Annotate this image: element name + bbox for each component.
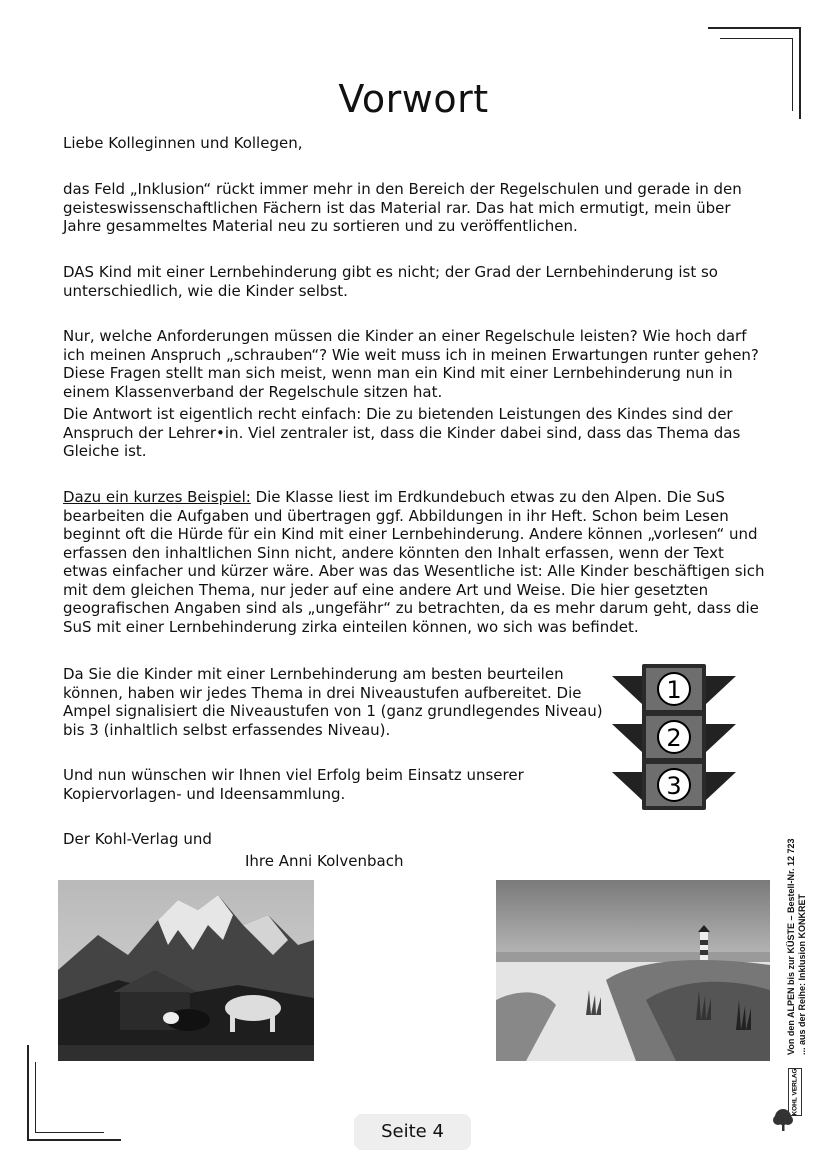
paragraph-inklusion: das Feld „Inklusion“ rückt immer mehr in den Bereich der Regelschulen und gerade in den geisteswissenschaftlichen Fächern ist das Material rar. Das hat mich ermutigt, mein über Jahre gesammeltes Material neu zu sortieren und zu veröffentlichen.	[63, 180, 742, 235]
paragraph-lernbehinderung: DAS Kind mit einer Lernbehinderung gibt es nicht; der Grad der Lernbehinderung ist so unterschiedlich, wie die Kinder selbst.	[63, 263, 718, 300]
beispiel-label: Dazu ein kurzes Beispiel:	[63, 488, 251, 506]
paragraph-antwort: Die Antwort ist eigentlich recht einfach: Die zu bietenden Leistungen des Kindes sind der Anspruch der Lehrer•in. Viel zentraler ist, dass die Kinder dabei sind, dass das Thema das Gleiche ist.	[63, 405, 741, 460]
tree-logo-icon	[772, 1108, 794, 1132]
signature-author: Ihre Anni Kolvenbach	[245, 852, 404, 870]
alps-photo	[58, 880, 314, 1061]
paragraph-anforderungen: Nur, welche Anforderungen müssen die Kinder an einer Regelschule leisten? Wie hoch darf ich meinen Anspruch „schrauben“? Wie weit muss ich in meinen Erwartungen runter gehen? Diese Fragen stellt man sich meist, wenn man ein Kind mit einer Lernbehinderung nun in einem Klassenverband der Regelschule sitzen hat.	[63, 327, 759, 401]
traffic-level-1: 1	[666, 676, 682, 704]
corner-frame-bottom-left-inner	[35, 1062, 104, 1133]
traffic-level-3: 3	[666, 772, 682, 800]
signature-publisher: Der Kohl-Verlag und	[63, 830, 212, 848]
dunes-lighthouse-photo	[496, 880, 770, 1061]
paragraph-niveaustufen: Da Sie die Kinder mit einer Lernbehinderung am besten beurteilen können, haben wir jedes Thema in drei Niveaustufen aufbereitet. Die Ampel signalisiert die Niveaustufen von 1 (ganz grundlegendes Niveau) bis 3 (inhaltlich selbst erfassendes Niveau).	[63, 665, 603, 739]
side-publication-info	[786, 755, 808, 1055]
beispiel-text: Die Klasse liest im Erdkundebuch etwas zu den Alpen. Die SuS bearbeiten die Aufgaben und übertragen ggf. Abbildungen in ihr Heft. Schon beim Lesen beginnt oft die Hürde für ein Kind mit einer Lernbehinderung. Andere können „vorlesen“ und erfassen den inhaltlichen Sinn nicht, andere könnten den Inhalt erfassen, wenn der Text etwas einfacher und kürzer wäre. Aber was das Wesentliche ist: Alle Kinder beschäftigen sich mit dem gleichen Thema, nur jeder auf eine andere Art und Weise. Die hier gesetzten geografischen Angaben sind als „ungefähr“ zu betrachten, da es mehr darum geht, dass die SuS mit einer Lernbehinderung zirka einteilen können, wo sich was befindet.	[63, 488, 765, 636]
logo-text: KOHL VERLAG	[791, 1068, 799, 1116]
greeting: Liebe Kolleginnen und Kollegen,	[63, 134, 303, 152]
side-title-line: Von den ALPEN bis zur KÜSTE – Bestell-Nr. 12 723	[786, 838, 796, 1055]
traffic-level-2: 2	[666, 724, 682, 752]
paragraph-beispiel	[63, 488, 768, 636]
page-number: Seite 4	[354, 1114, 471, 1150]
traffic-light-icon	[612, 664, 736, 810]
page-title: Vorwort	[338, 77, 489, 122]
paragraph-erfolg: Und nun wünschen wir Ihnen viel Erfolg beim Einsatz unserer Kopiervorlagen- und Ideensammlung.	[63, 766, 524, 803]
side-series-line: ... aus der Reihe: Inklusion KONKRET	[797, 893, 807, 1055]
